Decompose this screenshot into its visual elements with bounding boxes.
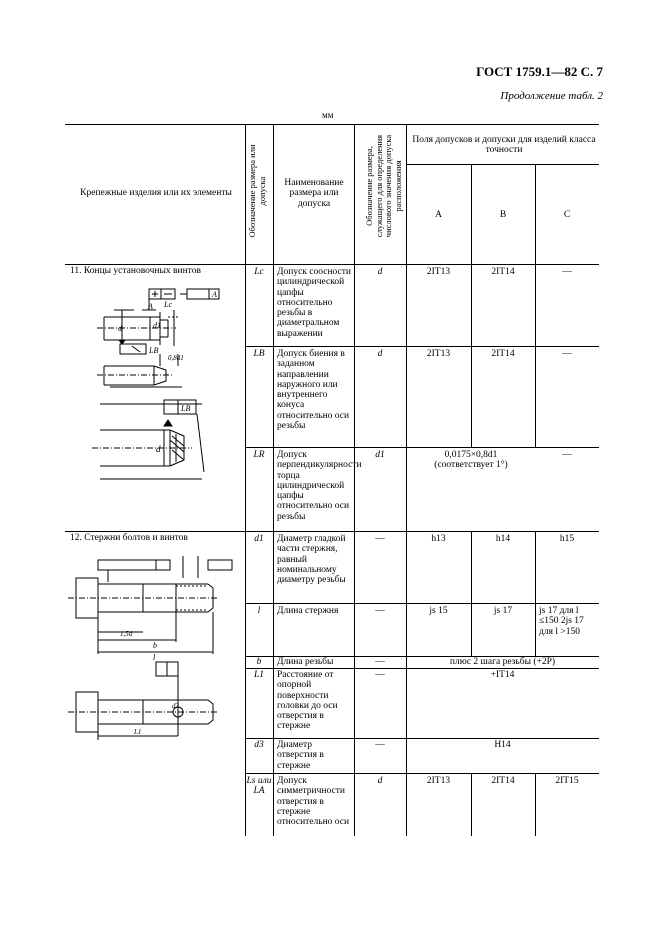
header-name: Наименование размера или допуска	[284, 178, 344, 209]
s12-row4-abc: +IT14	[490, 670, 515, 680]
s12-row5-name: Диаметр отверстия в стержне	[277, 740, 324, 771]
s11-row3-c: —	[562, 450, 572, 460]
s11-row3-ab: 0,0175×0,8d1 (соответствует 1°)	[434, 450, 508, 471]
header-class-b: B	[499, 210, 507, 220]
s12-row2-name: Длина стержня	[277, 606, 339, 616]
s12-row6-b: 2IT14	[491, 776, 515, 786]
s12-row5-base: —	[375, 740, 385, 750]
s11-row1-name: Допуск соосности цилиндрической цапфы относительно резьбы в диаметральном выражении	[277, 267, 351, 339]
fig-label-d3: d3	[172, 702, 179, 710]
s11-row1-a: 2IT13	[426, 267, 451, 277]
s11-row2-a: 2IT13	[426, 349, 451, 359]
s11-row2-b: 2IT14	[491, 349, 515, 359]
s11-row3-sym: LR	[253, 450, 265, 460]
s12-row2-a: js 15	[429, 606, 448, 616]
standard-number: ГОСТ 1759.1—82 С. 7	[476, 64, 603, 79]
s12-row6-base: d	[377, 776, 383, 786]
s12-row6-name: Допуск симметричности отверстия в стержне относительно оси	[277, 776, 350, 828]
s12-row3-abc: плюс 2 шага резьбы (+2P)	[449, 657, 556, 667]
s12-row4-base: —	[375, 670, 385, 680]
fig-label-l1: L1	[134, 728, 142, 736]
s12-row4-sym: L1	[253, 670, 265, 680]
fig-label-l: l	[153, 653, 156, 662]
fig-label-b: b	[153, 641, 157, 650]
fig-label-15d: 1,5d	[120, 630, 133, 638]
s12-row1-base: —	[375, 534, 385, 544]
s11-row1-base: d	[377, 267, 383, 277]
s12-row2-sym: l	[257, 606, 261, 616]
s12-row5-abc: H14	[494, 740, 511, 750]
fig-label-lb-bottom: LB	[181, 404, 191, 413]
fig-label-lc: Lc	[164, 300, 172, 309]
header-fields: Поля допусков и допуски для изделий класса точности	[412, 135, 596, 156]
table-continuation: Продолжение табл. 2	[500, 90, 603, 102]
section-11-title: 11. Концы установочных винтов	[70, 266, 201, 276]
s11-row3-name: Допуск перпендикулярности торца цилиндрической цапфы относительно оси резьбы	[277, 450, 362, 522]
s12-row1-a: h13	[431, 534, 446, 544]
header-element: Крепежные изделия или их элементы	[80, 188, 232, 198]
header-class-a: A	[435, 210, 442, 220]
s12-row5-sym: d3	[254, 740, 264, 750]
set-screw-ends-drawing	[92, 280, 242, 520]
s11-row3-base: d1	[375, 450, 385, 460]
s12-row3-name: Длина резьбы	[277, 657, 334, 667]
s11-row2-base: d	[377, 349, 383, 359]
fig-label-d1: d1	[153, 321, 161, 330]
s12-row2-c: js 17 для l ≤150 2js 17 для l >150	[539, 606, 584, 637]
fig-label-a: A	[212, 290, 217, 299]
unit-label: мм	[322, 110, 334, 120]
s11-row2-c: —	[562, 349, 572, 359]
s12-row1-name: Диаметр гладкой части стержня, равный номинальному диаметру резьбы	[277, 534, 346, 586]
s12-row1-c: h15	[559, 534, 575, 544]
s12-row6-c: 2IT15	[555, 776, 579, 786]
fig-label-d-bottom: d	[156, 444, 161, 454]
s11-row1-c: —	[562, 267, 572, 277]
header-class-c: C	[563, 210, 571, 220]
fig-label-dim: 0,8d1	[168, 354, 184, 362]
s12-row1-b: h14	[495, 534, 511, 544]
fig-label-d: d	[118, 324, 122, 333]
s12-row4-name: Расстояние от опорной поверхности головки до оси отверстия в стержне	[277, 670, 338, 732]
fig-label-a2: A	[148, 302, 153, 311]
s12-row2-base: —	[375, 606, 385, 616]
fig-label-lb: LB	[149, 346, 159, 355]
s11-row1-b: 2IT14	[491, 267, 515, 277]
header-base: Обозначение размера, служащего для определения числового значения допуска расположения	[364, 134, 403, 238]
s11-row2-sym: LB	[253, 349, 265, 359]
s12-row2-b: js 17	[493, 606, 513, 616]
s11-row1-sym: Lc	[254, 267, 264, 277]
s11-row2-name: Допуск биения в заданном направлении наружного или внутреннего конуса относительно оси резьбы	[277, 349, 350, 432]
s12-row1-sym: d1	[254, 534, 264, 544]
bolt-shank-drawing	[68, 552, 244, 742]
header-designation: Обозначение размера или допуска	[247, 144, 267, 238]
s12-row3-base: —	[375, 657, 385, 667]
s12-row6-a: 2IT13	[426, 776, 451, 786]
s12-row3-sym: b	[256, 657, 262, 667]
section-12-title: 12. Стержни болтов и винтов	[70, 533, 188, 543]
s12-row6-sym: Ls или LA	[246, 776, 272, 797]
